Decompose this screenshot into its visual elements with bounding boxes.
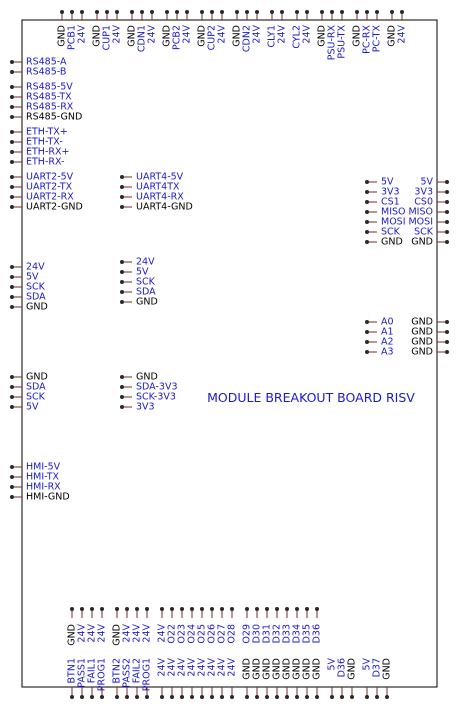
pin-label-uart4-5v: UART4-5V — [136, 171, 184, 183]
pin-terminal-inner-left-1-3[interactable] — [120, 290, 124, 294]
pin-label-uart4-rx: UART4-RX — [136, 191, 184, 203]
pin-label-gnd: GND — [411, 236, 433, 248]
pin-terminal-right-0-3[interactable] — [445, 210, 449, 214]
pin-label-24v: 24V — [216, 25, 228, 44]
pin-terminal-top-10[interactable] — [175, 10, 179, 14]
pin-terminal-bottom2-23[interactable] — [315, 695, 319, 699]
pin-layer — [10, 10, 449, 699]
pin-label-uart4-gnd: UART4-GND — [136, 201, 193, 213]
pin-terminal-top-29[interactable] — [400, 10, 404, 14]
pin-terminal-top-27[interactable] — [375, 10, 379, 14]
pin-label-gnd: GND — [111, 624, 123, 646]
pin-terminal-left-2-0[interactable] — [10, 130, 14, 134]
pin-terminal-left-0-1[interactable] — [10, 70, 14, 74]
pin-label-cly1: CLY1 — [266, 25, 278, 48]
pin-label-prog1: PROG1 — [96, 658, 108, 692]
pin-label-5v: 5V — [26, 271, 39, 283]
pin-terminal-bottom2-20[interactable] — [285, 695, 289, 699]
pin-label-gnd: GND — [311, 658, 323, 680]
pin-terminal-bottom1-13[interactable] — [210, 607, 214, 611]
pin-label-5v: 5V — [326, 658, 338, 671]
pin-terminal-bottom1-17[interactable] — [255, 607, 259, 611]
pin-terminal-bottom2-4[interactable] — [115, 695, 119, 699]
pin-terminal-inner-left-1-4[interactable] — [120, 300, 124, 304]
board-outline — [22, 20, 437, 687]
pin-terminal-top-5[interactable] — [115, 10, 119, 14]
pin-label-gnd: GND — [26, 371, 48, 383]
pin-label-prog1: PROG1 — [141, 658, 153, 692]
pin-terminal-inner-right-1-0[interactable] — [365, 320, 369, 324]
pin-terminal-inner-right-1-3[interactable] — [365, 350, 369, 354]
pin-terminal-inner-left-0-3[interactable] — [120, 205, 124, 209]
pin-label-miso: MISO — [381, 206, 406, 218]
pin-label-24v: 24V — [76, 25, 88, 44]
pin-terminal-bottom1-3[interactable] — [100, 607, 104, 611]
pin-terminal-bottom1-21[interactable] — [295, 607, 299, 611]
pin-terminal-bottom1-9[interactable] — [170, 607, 174, 611]
pin-terminal-bottom2-8[interactable] — [160, 695, 164, 699]
pin-terminal-left-0-0[interactable] — [10, 60, 14, 64]
pin-label-gnd: GND — [136, 296, 158, 308]
pin-terminal-left-3-3[interactable] — [10, 205, 14, 209]
pin-terminal-bottom1-10[interactable] — [180, 607, 184, 611]
pin-label-24v: 24V — [176, 658, 188, 677]
pin-label-mosi: MOSI — [381, 216, 406, 228]
pin-terminal-left-4-1[interactable] — [10, 275, 14, 279]
pin-label-gnd: GND — [351, 25, 363, 47]
pin-label-cs1: CS1 — [381, 196, 400, 208]
pin-label-o23: O23 — [176, 624, 188, 644]
pin-label-sck: SCK — [381, 226, 400, 238]
pin-label-24v: 24V — [111, 25, 123, 44]
pin-terminal-bottom2-12[interactable] — [200, 695, 204, 699]
pin-label-d34: D34 — [291, 624, 303, 644]
pin-terminal-bottom1-23[interactable] — [315, 607, 319, 611]
pin-terminal-bottom1-14[interactable] — [220, 607, 224, 611]
pin-terminal-bottom2-27[interactable] — [365, 695, 369, 699]
pin-terminal-bottom1-0[interactable] — [70, 607, 74, 611]
pin-label-hmi-tx: HMI-TX — [26, 471, 60, 483]
pin-label-psu-tx: PSU-TX — [336, 25, 348, 59]
pin-terminal-top-26[interactable] — [365, 10, 369, 14]
pin-terminal-inner-left-2-0[interactable] — [120, 375, 124, 379]
pin-terminal-bottom2-29[interactable] — [385, 695, 389, 699]
pin-terminal-inner-right-0-2[interactable] — [365, 200, 369, 204]
pin-label-rs485-5v: RS485-5V — [26, 81, 73, 93]
pin-label-sck: SCK — [136, 276, 155, 288]
pin-terminal-bottom2-10[interactable] — [180, 695, 184, 699]
pin-label-24v: 24V — [76, 624, 88, 643]
pin-terminal-bottom1-19[interactable] — [275, 607, 279, 611]
pin-terminal-top-8[interactable] — [150, 10, 154, 14]
pin-terminal-bottom2-7[interactable] — [145, 695, 149, 699]
pin-label-gnd: GND — [411, 326, 433, 338]
pin-terminal-inner-left-0-2[interactable] — [120, 195, 124, 199]
pin-label-gnd: GND — [241, 658, 253, 680]
pin-terminal-left-5-1[interactable] — [10, 385, 14, 389]
pin-terminal-top-4[interactable] — [105, 10, 109, 14]
pin-terminal-top-19[interactable] — [280, 10, 284, 14]
pin-label-sck: SCK — [26, 281, 45, 293]
pin-terminal-top-13[interactable] — [210, 10, 214, 14]
pin-label-5v: 5V — [361, 658, 373, 671]
pin-terminal-bottom1-11[interactable] — [190, 607, 194, 611]
pin-label-sda-3v3: SDA-3V3 — [136, 381, 178, 393]
pin-label-d31: D31 — [261, 624, 273, 644]
pin-terminal-left-1-3[interactable] — [10, 115, 14, 119]
pin-label-24v: 24V — [301, 25, 313, 44]
pin-terminal-right-1-1[interactable] — [445, 330, 449, 334]
pin-terminal-bottom2-1[interactable] — [80, 695, 84, 699]
pin-label-5v: 5V — [26, 401, 39, 413]
pin-terminal-top-3[interactable] — [95, 10, 99, 14]
pin-terminal-inner-left-1-2[interactable] — [120, 280, 124, 284]
pin-label-gnd: GND — [291, 658, 303, 680]
pin-label-3v3: 3V3 — [414, 186, 433, 198]
pin-label-24v: 24V — [186, 658, 198, 677]
pin-terminal-top-23[interactable] — [330, 10, 334, 14]
pin-terminal-top-12[interactable] — [200, 10, 204, 14]
pin-label-hmi-5v: HMI-5V — [26, 461, 61, 473]
pin-label-gnd: GND — [231, 25, 243, 47]
pin-terminal-bottom2-0[interactable] — [70, 695, 74, 699]
pin-terminal-bottom2-5[interactable] — [125, 695, 129, 699]
pin-label-24v: 24V — [136, 256, 155, 268]
pin-label-24v: 24V — [146, 25, 158, 44]
pin-terminal-inner-left-2-1[interactable] — [120, 385, 124, 389]
pin-terminal-right-0-2[interactable] — [445, 200, 449, 204]
pin-terminal-right-0-1[interactable] — [445, 190, 449, 194]
pin-label-d33: D33 — [281, 624, 293, 644]
pin-terminal-bottom2-6[interactable] — [135, 695, 139, 699]
pin-label-o27: O27 — [216, 624, 228, 644]
pin-terminal-left-2-1[interactable] — [10, 140, 14, 144]
pin-terminal-left-4-4[interactable] — [10, 305, 14, 309]
pin-terminal-top-2[interactable] — [80, 10, 84, 14]
pin-terminal-bottom2-18[interactable] — [265, 695, 269, 699]
pin-label-a2: A2 — [381, 336, 394, 348]
pin-label-rs485-a: RS485-A — [26, 56, 67, 68]
pin-terminal-inner-left-1-0[interactable] — [120, 260, 124, 264]
pin-terminal-bottom1-7[interactable] — [145, 607, 149, 611]
pin-terminal-top-6[interactable] — [130, 10, 134, 14]
pin-label-pc-rx: PC-RX — [361, 25, 373, 54]
pin-label-cdn2: CDN2 — [241, 25, 253, 53]
pin-terminal-bottom1-8[interactable] — [160, 607, 164, 611]
pin-terminal-left-3-1[interactable] — [10, 185, 14, 189]
pin-terminal-bottom1-6[interactable] — [135, 607, 139, 611]
pin-label-o25: O25 — [196, 624, 208, 644]
pin-terminal-bottom2-14[interactable] — [220, 695, 224, 699]
pin-label-eth-rx: ETH-RX+ — [26, 146, 70, 158]
pin-label-gnd: GND — [411, 336, 433, 348]
pin-terminal-inner-right-0-5[interactable] — [365, 230, 369, 234]
pin-label-gnd: GND — [126, 25, 138, 47]
pin-terminal-left-1-0[interactable] — [10, 85, 14, 89]
pin-terminal-top-7[interactable] — [140, 10, 144, 14]
pin-label-btn2: BTN2 — [111, 658, 123, 684]
pin-label-3v3: 3V3 — [136, 401, 155, 413]
pin-label-sda: SDA — [26, 291, 46, 303]
pin-terminal-inner-left-1-1[interactable] — [120, 270, 124, 274]
pin-label-d36: D36 — [311, 624, 323, 644]
pin-label-sck: SCK — [26, 391, 45, 403]
pin-terminal-left-1-2[interactable] — [10, 105, 14, 109]
pin-terminal-left-6-0[interactable] — [10, 465, 14, 469]
pin-label-rs485-b: RS485-B — [26, 66, 67, 78]
pin-label-sck-3v3: SCK-3V3 — [136, 391, 176, 403]
pin-label-24v: 24V — [226, 658, 238, 677]
pin-label-gnd: GND — [411, 346, 433, 358]
pin-terminal-bottom2-22[interactable] — [305, 695, 309, 699]
pin-label-gnd: GND — [271, 658, 283, 680]
pin-terminal-inner-right-1-2[interactable] — [365, 340, 369, 344]
pin-label-24v: 24V — [181, 25, 193, 44]
pin-terminal-bottom1-22[interactable] — [305, 607, 309, 611]
pin-label-d30: D30 — [251, 624, 263, 644]
pin-label-uart2-5v: UART2-5V — [26, 171, 74, 183]
pin-label-fail2: FAIL2 — [131, 658, 143, 684]
pin-label-mosi: MOSI — [408, 216, 433, 228]
pin-label-pcb2: PCB2 — [171, 25, 183, 50]
pin-label-24v: 24V — [206, 658, 218, 677]
pin-terminal-top-0[interactable] — [60, 10, 64, 14]
pin-label-cdn1: CDN1 — [136, 25, 148, 53]
pin-terminal-left-2-3[interactable] — [10, 160, 14, 164]
pin-label-sda: SDA — [136, 286, 156, 298]
pin-terminal-bottom1-4[interactable] — [115, 607, 119, 611]
pin-terminal-top-15[interactable] — [235, 10, 239, 14]
pin-terminal-top-16[interactable] — [245, 10, 249, 14]
pin-terminal-left-4-2[interactable] — [10, 285, 14, 289]
pin-terminal-bottom2-2[interactable] — [90, 695, 94, 699]
pin-terminal-bottom1-12[interactable] — [200, 607, 204, 611]
pin-label-sck: SCK — [414, 226, 433, 238]
pin-label-24v: 24V — [166, 658, 178, 677]
pin-label-hmi-gnd: HMI-GND — [26, 491, 70, 503]
pin-terminal-left-4-0[interactable] — [10, 265, 14, 269]
pin-terminal-left-3-2[interactable] — [10, 195, 14, 199]
pin-label-gnd: GND — [66, 624, 78, 646]
pin-terminal-bottom1-20[interactable] — [285, 607, 289, 611]
pin-terminal-bottom1-5[interactable] — [125, 607, 129, 611]
pin-terminal-top-25[interactable] — [355, 10, 359, 14]
pin-terminal-left-5-0[interactable] — [10, 375, 14, 379]
pin-label-o28: O28 — [226, 624, 238, 644]
pin-label-hmi-rx: HMI-RX — [26, 481, 61, 493]
pin-terminal-bottom1-2[interactable] — [90, 607, 94, 611]
pin-terminal-inner-left-2-3[interactable] — [120, 405, 124, 409]
pin-terminal-bottom2-13[interactable] — [210, 695, 214, 699]
pin-label-pc-tx: PC-TX — [371, 25, 383, 53]
pin-terminal-inner-left-0-1[interactable] — [120, 185, 124, 189]
pin-label-24v: 24V — [251, 25, 263, 44]
pin-terminal-right-1-2[interactable] — [445, 340, 449, 344]
pin-label-rs485-gnd: RS485-GND — [26, 111, 83, 123]
pin-terminal-top-11[interactable] — [185, 10, 189, 14]
pin-label-gnd: GND — [261, 658, 273, 680]
pin-terminal-bottom2-17[interactable] — [255, 695, 259, 699]
pin-label-24v: 24V — [141, 624, 153, 643]
pin-terminal-top-28[interactable] — [390, 10, 394, 14]
pin-terminal-top-9[interactable] — [165, 10, 169, 14]
pin-label-gnd: GND — [346, 658, 358, 680]
pin-label-pass1: PASS1 — [76, 658, 88, 688]
pin-label-24v: 24V — [86, 624, 98, 643]
pin-label-uart4tx: UART4TX — [136, 181, 180, 193]
pin-terminal-top-22[interactable] — [320, 10, 324, 14]
pin-label-d32: D32 — [271, 624, 283, 644]
pin-terminal-top-14[interactable] — [220, 10, 224, 14]
pin-label-cyl2: CYL2 — [291, 25, 303, 49]
pin-label-gnd: GND — [161, 25, 173, 47]
pin-label-a0: A0 — [381, 316, 394, 328]
pin-terminal-inner-right-0-6[interactable] — [365, 240, 369, 244]
pin-label-cup2: CUP2 — [206, 25, 218, 51]
pin-label-24v: 24V — [156, 658, 168, 677]
pin-terminal-bottom2-19[interactable] — [275, 695, 279, 699]
pin-terminal-right-1-3[interactable] — [445, 350, 449, 354]
pin-terminal-bottom1-18[interactable] — [265, 607, 269, 611]
pin-terminal-bottom1-15[interactable] — [230, 607, 234, 611]
pin-terminal-bottom1-16[interactable] — [245, 607, 249, 611]
pin-label-24v: 24V — [156, 624, 168, 643]
pin-label-o26: O26 — [206, 624, 218, 644]
pin-terminal-inner-right-0-4[interactable] — [365, 220, 369, 224]
pin-terminal-inner-right-1-1[interactable] — [365, 330, 369, 334]
pin-terminal-left-4-3[interactable] — [10, 295, 14, 299]
pin-label-pcb1: PCB1 — [66, 25, 78, 50]
pin-terminal-left-6-1[interactable] — [10, 475, 14, 479]
pin-label-psu-rx: PSU-RX — [326, 25, 338, 61]
pin-terminal-right-0-6[interactable] — [445, 240, 449, 244]
pin-terminal-inner-right-0-3[interactable] — [365, 210, 369, 214]
pin-label-gnd: GND — [411, 316, 433, 328]
pin-label-fail1: FAIL1 — [86, 658, 98, 684]
pin-label-eth-tx: ETH-TX- — [26, 136, 63, 148]
pin-label-gnd: GND — [386, 25, 398, 47]
pin-label-gnd: GND — [136, 371, 158, 383]
pin-label-rs485-rx: RS485-RX — [26, 101, 74, 113]
pin-terminal-inner-left-0-0[interactable] — [120, 175, 124, 179]
pin-label-pass2: PASS2 — [121, 658, 133, 688]
pin-label-gnd: GND — [301, 658, 313, 680]
pin-terminal-top-24[interactable] — [340, 10, 344, 14]
pin-label-24v: 24V — [276, 25, 288, 44]
pin-terminal-bottom2-28[interactable] — [375, 695, 379, 699]
pin-terminal-left-2-2[interactable] — [10, 150, 14, 154]
pin-label-d36: D36 — [336, 658, 348, 678]
pin-label-5v: 5V — [136, 266, 149, 278]
pin-label-o24: O24 — [186, 624, 198, 644]
pin-label-a3: A3 — [381, 346, 394, 358]
pin-label-cup1: CUP1 — [101, 25, 113, 51]
pin-terminal-bottom2-15[interactable] — [230, 695, 234, 699]
pin-terminal-bottom2-3[interactable] — [100, 695, 104, 699]
pin-terminal-top-18[interactable] — [270, 10, 274, 14]
pin-label-cs0: CS0 — [414, 196, 433, 208]
pin-label-24v: 24V — [131, 624, 143, 643]
pin-terminal-inner-right-0-1[interactable] — [365, 190, 369, 194]
pin-terminal-top-17[interactable] — [255, 10, 259, 14]
pin-terminal-bottom2-26[interactable] — [350, 695, 354, 699]
pin-terminal-left-6-3[interactable] — [10, 495, 14, 499]
pin-label-24v: 24V — [196, 658, 208, 677]
pin-terminal-bottom2-16[interactable] — [245, 695, 249, 699]
pin-label-a1: A1 — [381, 326, 394, 338]
pin-label-5v: 5V — [420, 176, 433, 188]
pin-label-24v: 24V — [96, 624, 108, 643]
pin-label-gnd: GND — [316, 25, 328, 47]
pin-terminal-top-20[interactable] — [295, 10, 299, 14]
pin-terminal-top-21[interactable] — [305, 10, 309, 14]
pin-terminal-left-3-0[interactable] — [10, 175, 14, 179]
pin-label-uart2-gnd: UART2-GND — [26, 201, 83, 213]
pin-label-btn1: BTN1 — [66, 658, 78, 684]
pin-label-o29: O29 — [241, 624, 253, 644]
pin-label-miso: MISO — [408, 206, 433, 218]
pin-label-eth-tx: ETH-TX+ — [26, 126, 68, 138]
pin-label-uart2-tx: UART2-TX — [26, 181, 73, 193]
pin-terminal-left-5-3[interactable] — [10, 405, 14, 409]
pin-terminal-right-0-0[interactable] — [445, 180, 449, 184]
pin-label-d37: D37 — [371, 658, 383, 678]
pin-terminal-inner-left-2-2[interactable] — [120, 395, 124, 399]
pin-terminal-left-1-1[interactable] — [10, 95, 14, 99]
pin-label-gnd: GND — [91, 25, 103, 47]
pin-label-24v: 24V — [121, 624, 133, 643]
pin-label-o22: O22 — [166, 624, 178, 644]
pin-terminal-bottom2-9[interactable] — [170, 695, 174, 699]
pin-label-24v: 24V — [216, 658, 228, 677]
pin-label-d35: D35 — [301, 624, 313, 644]
pin-terminal-left-5-2[interactable] — [10, 395, 14, 399]
pin-terminal-bottom2-25[interactable] — [340, 695, 344, 699]
pin-terminal-bottom2-21[interactable] — [295, 695, 299, 699]
pin-label-eth-rx: ETH-RX- — [26, 156, 65, 168]
pin-label-5v: 5V — [381, 176, 394, 188]
pin-label-gnd: GND — [26, 301, 48, 313]
pin-label-gnd: GND — [281, 658, 293, 680]
pin-label-3v3: 3V3 — [381, 186, 400, 198]
pin-label-24v: 24V — [396, 25, 408, 44]
pin-label-uart2-rx: UART2-RX — [26, 191, 74, 203]
pin-terminal-right-0-4[interactable] — [445, 220, 449, 224]
pin-label-gnd: GND — [251, 658, 263, 680]
pin-terminal-inner-right-0-0[interactable] — [365, 180, 369, 184]
pin-terminal-bottom2-11[interactable] — [190, 695, 194, 699]
pin-label-gnd: GND — [381, 658, 393, 680]
pin-label-24v: 24V — [26, 261, 45, 273]
pin-label-gnd: GND — [56, 25, 68, 47]
pin-terminal-right-0-5[interactable] — [445, 230, 449, 234]
pin-terminal-right-1-0[interactable] — [445, 320, 449, 324]
pin-terminal-left-6-2[interactable] — [10, 485, 14, 489]
pin-terminal-bottom2-24[interactable] — [330, 695, 334, 699]
board-title: MODULE BREAKOUT BOARD RISV — [207, 390, 415, 405]
pin-label-sda: SDA — [26, 381, 46, 393]
pin-terminal-bottom1-1[interactable] — [80, 607, 84, 611]
pin-label-gnd: GND — [196, 25, 208, 47]
pin-terminal-top-1[interactable] — [70, 10, 74, 14]
pin-label-gnd: GND — [381, 236, 403, 248]
pin-label-rs485-tx: RS485-TX — [26, 91, 72, 103]
